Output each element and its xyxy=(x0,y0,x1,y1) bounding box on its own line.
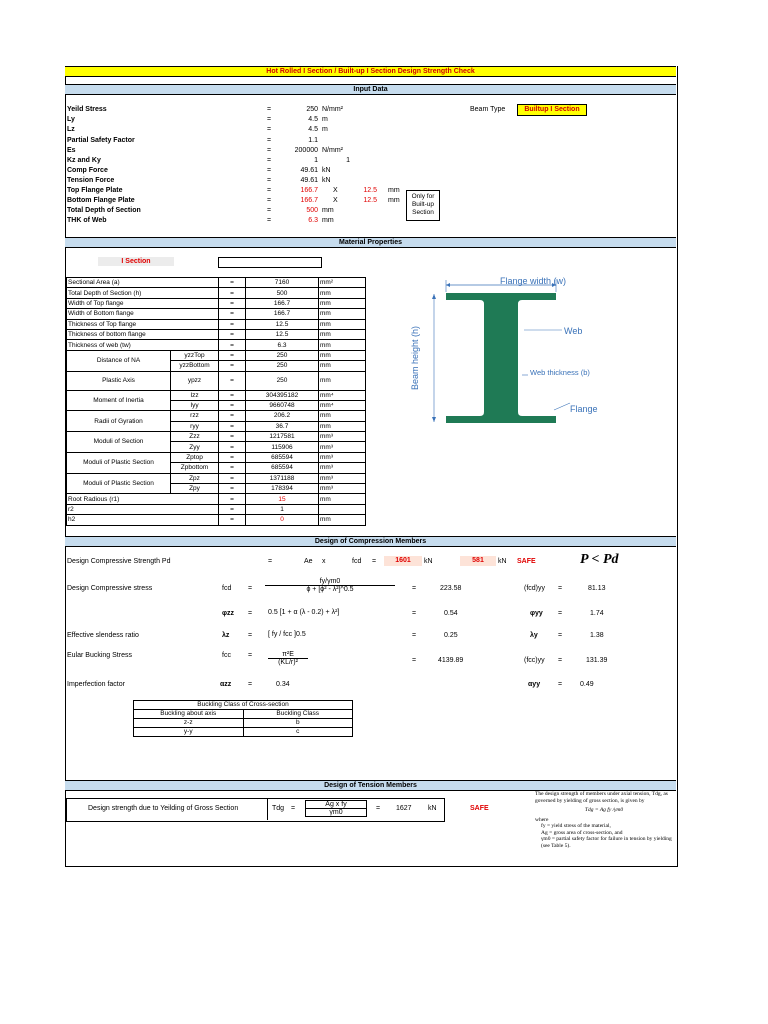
input-unit: m xyxy=(322,116,328,123)
code-where: where xyxy=(535,816,549,823)
code-def: γm0 = partial safety factor for failure in tension by yielding (see Table 5). xyxy=(541,836,672,849)
property-unit: mm⁴ xyxy=(319,400,366,410)
input-unit: kN xyxy=(322,167,331,174)
eq-sign: = xyxy=(219,371,246,390)
property-group: Moduli of Plastic Section xyxy=(67,452,171,473)
table-row xyxy=(67,494,366,504)
euler-fraction xyxy=(268,651,308,666)
eq-sign: = xyxy=(219,515,246,525)
input-unit: mm xyxy=(322,207,334,214)
input-label: Total Depth of Section xyxy=(67,207,141,214)
input-label: Tension Force xyxy=(67,177,115,184)
eq-sign: = xyxy=(219,452,246,462)
property-value: 304395182 xyxy=(246,390,319,400)
input-value[interactable]: 49.61 xyxy=(300,167,318,174)
eq-sign: = xyxy=(267,187,272,194)
stress-fraction xyxy=(265,578,395,593)
input-value[interactable]: 4.5 xyxy=(308,126,318,133)
alpha-zz-symbol: αzz xyxy=(220,681,232,688)
section-compression-header: Design of Compression Members xyxy=(65,536,676,547)
eq-sign: = xyxy=(412,632,417,639)
ae-symbol: Ae xyxy=(304,558,313,565)
phi-yy-symbol: φyy xyxy=(530,610,543,617)
buckling-axis: z-z xyxy=(134,719,244,728)
imperfection-label: Imperfection factor xyxy=(67,681,125,688)
input-value[interactable]: 1 xyxy=(314,157,318,164)
property-unit: mm xyxy=(319,288,366,298)
pd-value: 1601 xyxy=(384,556,422,566)
property-unit: mm xyxy=(319,421,366,431)
property-group: Radii of Gyration xyxy=(67,411,171,432)
input-value[interactable]: 1.1 xyxy=(308,137,318,144)
lambda-z-value: 0.25 xyxy=(444,632,458,639)
tdg-symbol: Tdg xyxy=(272,805,285,812)
eq-sign: = xyxy=(248,610,253,617)
input-value-2[interactable]: 12.5 xyxy=(363,187,377,194)
slenderness-label: Effective slendess ratio xyxy=(67,632,139,639)
eq-sign: = xyxy=(267,147,272,154)
code-formula: Tdg = Ag fy /γm0 xyxy=(584,807,624,813)
eq-sign: = xyxy=(376,805,381,812)
property-name: r2 xyxy=(67,504,219,514)
tension-status: SAFE xyxy=(470,805,489,812)
pu-unit: kN xyxy=(498,558,507,565)
table-row xyxy=(67,309,366,319)
buckling-class-table xyxy=(133,700,353,737)
eq-sign: = xyxy=(219,319,246,329)
phi-formula: 0.5 [1 + α (λ - 0.2) + λ²] xyxy=(268,609,340,616)
fcd-sym: fcd xyxy=(222,585,232,592)
input-unit: kN xyxy=(322,177,331,184)
eq-sign: = xyxy=(219,504,246,514)
property-name: Thickness of bottom flange xyxy=(67,329,219,339)
eq-sign: = xyxy=(267,106,272,113)
input-label: THK of Web xyxy=(67,217,107,224)
eq-sign: = xyxy=(267,177,272,184)
eq-sign: = xyxy=(558,632,563,639)
property-unit: mm xyxy=(319,361,366,371)
input-value[interactable]: 500 xyxy=(306,207,318,214)
web-text: Web xyxy=(564,326,583,336)
eq-sign: = xyxy=(291,805,296,812)
property-symbol: Iyy xyxy=(171,400,219,410)
section-input-header: Input Data xyxy=(65,84,676,95)
eq-sign: = xyxy=(267,116,272,123)
stress-yy-value: 81.13 xyxy=(588,585,606,592)
i-section-label: I Section xyxy=(98,257,174,266)
property-symbol: Zptop xyxy=(171,452,219,462)
property-value: 36.7 xyxy=(246,421,319,431)
input-unit: mm xyxy=(322,217,334,224)
tension-denominator: γm0 xyxy=(329,809,343,816)
property-group: Distance of NA xyxy=(67,350,171,371)
euler-yy-symbol: (fcc)yy xyxy=(524,657,545,664)
input-unit: X xyxy=(333,187,338,194)
buckling-header-axis: Buckling about axis xyxy=(134,710,244,719)
input-value[interactable]: 4.5 xyxy=(308,116,318,123)
pd-unit: kN xyxy=(424,558,433,565)
property-symbol: ypzz xyxy=(171,371,219,390)
tension-label: Design strength due to Yeilding of Gross Section xyxy=(88,805,239,812)
flange-leader xyxy=(554,403,570,410)
alpha-zz-value: 0.34 xyxy=(276,681,290,688)
property-value: 166.7 xyxy=(246,298,319,308)
web-thickness-text: Web thickness (b) xyxy=(530,368,590,377)
property-value: 1371188 xyxy=(246,473,319,483)
input-value-2[interactable]: 1 xyxy=(346,157,350,164)
property-symbol: Zpz xyxy=(171,473,219,483)
input-unit-2: mm xyxy=(388,197,400,204)
input-label: Kz and Ky xyxy=(67,157,101,164)
input-label: Partial Safety Factor xyxy=(67,137,135,144)
tension-fraction xyxy=(305,800,367,817)
i-section-input[interactable] xyxy=(218,257,322,268)
property-unit: mm xyxy=(319,319,366,329)
buckling-table-title: Buckling Class of Cross-section xyxy=(134,701,353,710)
property-name: Total Depth of Section (h) xyxy=(67,288,219,298)
input-value[interactable]: 166.7 xyxy=(300,187,318,194)
property-symbol: Izz xyxy=(171,390,219,400)
property-name: Sectional Area (a) xyxy=(67,278,219,288)
input-label: Top Flange Plate xyxy=(67,187,123,194)
eq-sign: = xyxy=(219,432,246,442)
property-value: 7160 xyxy=(246,278,319,288)
input-value[interactable]: 166.7 xyxy=(300,197,318,204)
eq-sign: = xyxy=(219,390,246,400)
table-row xyxy=(67,390,366,400)
property-group: Moduli of Section xyxy=(67,432,171,453)
table-row xyxy=(67,504,366,514)
eq-sign: = xyxy=(219,442,246,452)
property-unit: mm xyxy=(319,298,366,308)
stress-denominator: ϕ + [ϕ² - λ²]^0.5 xyxy=(306,586,354,593)
eq-sign: = xyxy=(412,585,417,592)
input-value[interactable]: 6.3 xyxy=(308,217,318,224)
table-row xyxy=(67,371,366,390)
safety-formula: P < Pd xyxy=(580,552,619,567)
beam-height-text: Beam height (h) xyxy=(410,325,420,390)
eq-sign: = xyxy=(219,494,246,504)
euler-yy-value: 131.39 xyxy=(586,657,608,664)
eq-sign: = xyxy=(248,652,253,659)
section-material-header: Material Properties xyxy=(65,237,676,248)
beam-type-label: Beam Type xyxy=(470,106,506,113)
fcd-symbol: fcd xyxy=(352,558,362,565)
code-def: Ag = gross area of cross-section, and xyxy=(541,829,623,836)
property-symbol: Zpbottom xyxy=(171,463,219,473)
property-value: 178394 xyxy=(246,484,319,494)
compression-status: SAFE xyxy=(517,558,536,565)
property-unit: mm xyxy=(319,371,366,390)
table-row xyxy=(67,298,366,308)
property-unit: mm³ xyxy=(319,463,366,473)
property-group: Plastic Axis xyxy=(67,371,171,390)
input-label: Ly xyxy=(67,116,75,123)
property-symbol: Zpy xyxy=(171,484,219,494)
height-arrow-bottom xyxy=(432,417,436,422)
property-symbol: Zzz xyxy=(171,432,219,442)
input-label: Comp Force xyxy=(67,167,108,174)
eq-sign: = xyxy=(267,197,272,204)
property-value: 500 xyxy=(246,288,319,298)
input-unit: N/mm² xyxy=(322,106,343,113)
table-row xyxy=(67,278,366,288)
property-symbol: yzzBottom xyxy=(171,361,219,371)
input-value-2[interactable]: 12.5 xyxy=(363,197,377,204)
property-symbol: rzz xyxy=(171,411,219,421)
code-excerpt xyxy=(535,791,673,849)
property-symbol: ryy xyxy=(171,421,219,431)
table-row xyxy=(134,728,353,737)
property-value: 206.2 xyxy=(246,411,319,421)
fcc-symbol: fcc xyxy=(222,652,231,659)
property-symbol: yzzTop xyxy=(171,350,219,360)
divider xyxy=(267,798,268,820)
property-value: 9660748 xyxy=(246,400,319,410)
input-value[interactable]: 49.61 xyxy=(300,177,318,184)
eq-sign: = xyxy=(267,137,272,144)
eq-sign: = xyxy=(219,340,246,350)
lambda-z-symbol: λz xyxy=(222,632,230,639)
property-name: Width of Bottom flange xyxy=(67,309,219,319)
euler-numerator: π²E xyxy=(268,651,308,659)
property-name: Root Radious (r1) xyxy=(67,494,219,504)
property-unit xyxy=(319,504,366,514)
euler-denominator: (KL/r)² xyxy=(278,659,298,666)
alpha-yy-value: 0.49 xyxy=(580,681,594,688)
property-unit: mm xyxy=(319,411,366,421)
eq-sign: = xyxy=(219,361,246,371)
eq-sign: = xyxy=(267,217,272,224)
property-group: Moment of Inertia xyxy=(67,390,171,411)
property-unit: mm³ xyxy=(319,473,366,483)
property-value: 250 xyxy=(246,371,319,390)
stress-numerator: fy/γm0 xyxy=(265,578,395,586)
property-unit: mm xyxy=(319,329,366,339)
lambda-y-value: 1.38 xyxy=(590,632,604,639)
input-value[interactable]: 250 xyxy=(306,106,318,113)
euler-label: Eular Bucking Stress xyxy=(67,652,132,659)
property-name: Thickness of Top flange xyxy=(67,319,219,329)
eq-sign: = xyxy=(267,207,272,214)
eq-sign: = xyxy=(267,126,272,133)
buckling-axis: y-y xyxy=(134,728,244,737)
table-row xyxy=(67,515,366,525)
eq-sign: = xyxy=(558,610,563,617)
property-value: 166.7 xyxy=(246,309,319,319)
input-value[interactable]: 200000 xyxy=(294,147,318,154)
tension-value: 1627 xyxy=(396,805,412,812)
property-value: 6.3 xyxy=(246,340,319,350)
eq-sign: = xyxy=(219,298,246,308)
beam-type-select[interactable]: Builtup I Section xyxy=(517,104,587,116)
input-unit: X xyxy=(333,197,338,204)
properties-table xyxy=(66,277,366,526)
eq-sign: = xyxy=(372,558,377,565)
input-unit: m xyxy=(322,126,328,133)
table-row xyxy=(67,473,366,483)
eq-sign: = xyxy=(268,558,273,565)
property-value: 12.5 xyxy=(246,329,319,339)
height-arrow-top xyxy=(432,294,436,299)
eq-sign: = xyxy=(248,681,253,688)
property-unit: mm xyxy=(319,494,366,504)
eq-sign: = xyxy=(412,610,417,617)
property-value: 685594 xyxy=(246,463,319,473)
property-value: 1 xyxy=(246,504,319,514)
eq-sign: = xyxy=(558,681,563,688)
eq-sign: = xyxy=(219,400,246,410)
eq-sign: = xyxy=(219,278,246,288)
times-symbol: x xyxy=(322,558,326,565)
eq-sign: = xyxy=(267,167,272,174)
eq-sign: = xyxy=(558,585,563,592)
input-unit-2: mm xyxy=(388,187,400,194)
table-row xyxy=(67,432,366,442)
property-value: 12.5 xyxy=(246,319,319,329)
input-label: Es xyxy=(67,147,76,154)
property-value: 115906 xyxy=(246,442,319,452)
eq-sign: = xyxy=(267,157,272,164)
dim-arrow-left xyxy=(446,283,450,287)
eq-sign: = xyxy=(219,288,246,298)
property-unit: mm³ xyxy=(319,432,366,442)
section-tension-header: Design of Tension Members xyxy=(65,780,676,791)
design-strength-label: Design Compressive Strength Pd xyxy=(67,558,171,565)
table-row xyxy=(67,452,366,462)
property-unit: mm⁴ xyxy=(319,390,366,400)
property-unit: mm³ xyxy=(319,484,366,494)
eq-sign: = xyxy=(558,657,563,664)
eq-sign: = xyxy=(219,309,246,319)
lambda-y-symbol: λy xyxy=(530,632,538,639)
input-label: Yeild Stress xyxy=(67,106,107,113)
property-name: h2 xyxy=(67,515,219,525)
property-value: 250 xyxy=(246,350,319,360)
buckling-class: b xyxy=(243,719,353,728)
property-unit: mm xyxy=(319,309,366,319)
eq-sign: = xyxy=(248,585,253,592)
phi-yy-value: 1.74 xyxy=(590,610,604,617)
eq-sign: = xyxy=(219,411,246,421)
phi-zz-value: 0.54 xyxy=(444,610,458,617)
buckling-header-class: Buckling Class xyxy=(243,710,353,719)
property-value: 685594 xyxy=(246,452,319,462)
slenderness-formula: [ fy / fcc ]0.5 xyxy=(268,631,306,638)
input-unit: N/mm² xyxy=(322,147,343,154)
table-row xyxy=(67,350,366,360)
builtup-note: Only for Built-up Section xyxy=(406,190,440,221)
code-def: fy = yield stress of the material, xyxy=(541,823,611,829)
eq-sign: = xyxy=(219,473,246,483)
property-value: 250 xyxy=(246,361,319,371)
table-row xyxy=(67,340,366,350)
code-note: The design strength of members under axial tension, Tdg, as governed by yielding of gross section, is given by xyxy=(535,791,668,804)
input-label: Bottom Flange Plate xyxy=(67,197,135,204)
table-row xyxy=(67,319,366,329)
table-row xyxy=(67,411,366,421)
input-label: Lz xyxy=(67,126,75,133)
property-unit: mm xyxy=(319,350,366,360)
property-value: 0 xyxy=(246,515,319,525)
eq-sign: = xyxy=(248,632,253,639)
eq-sign: = xyxy=(219,329,246,339)
table-row xyxy=(67,288,366,298)
tension-numerator: Ag x fy xyxy=(306,801,366,809)
property-group: Moduli of Plastic Section xyxy=(67,473,171,494)
property-value: 1217581 xyxy=(246,432,319,442)
eq-sign: = xyxy=(219,350,246,360)
eq-sign: = xyxy=(219,421,246,431)
tension-unit: kN xyxy=(428,805,437,812)
table-row xyxy=(134,719,353,728)
i-beam-diagram xyxy=(404,272,634,434)
buckling-class: c xyxy=(243,728,353,737)
stress-yy-symbol: (fcd)yy xyxy=(524,585,545,592)
property-unit: mm xyxy=(319,340,366,350)
property-unit: mm xyxy=(319,515,366,525)
i-beam-shape xyxy=(446,293,556,423)
property-value: 15 xyxy=(246,494,319,504)
flange-width-text: Flange width (w) xyxy=(500,276,567,286)
flange-text: Flange xyxy=(570,404,598,414)
property-unit: mm³ xyxy=(319,452,366,462)
phi-zz-symbol: φzz xyxy=(222,610,235,617)
alpha-yy-symbol: αyy xyxy=(528,681,541,688)
eq-sign: = xyxy=(219,484,246,494)
property-unit: mm² xyxy=(319,278,366,288)
pu-value: 581 xyxy=(460,556,496,566)
compressive-stress-label: Design Compressive stress xyxy=(67,585,153,592)
property-name: Width of Top flange xyxy=(67,298,219,308)
eq-sign: = xyxy=(219,463,246,473)
property-name: Thickness of web (tw) xyxy=(67,340,219,350)
property-unit: mm³ xyxy=(319,442,366,452)
stress-zz-value: 223.58 xyxy=(440,585,462,592)
eq-sign: = xyxy=(412,657,417,664)
table-row xyxy=(67,329,366,339)
property-symbol: Zyy xyxy=(171,442,219,452)
page-title: Hot Rolled I Section / Built-up I Section Design Strength Check xyxy=(65,66,676,77)
euler-zz-value: 4139.89 xyxy=(438,657,464,664)
